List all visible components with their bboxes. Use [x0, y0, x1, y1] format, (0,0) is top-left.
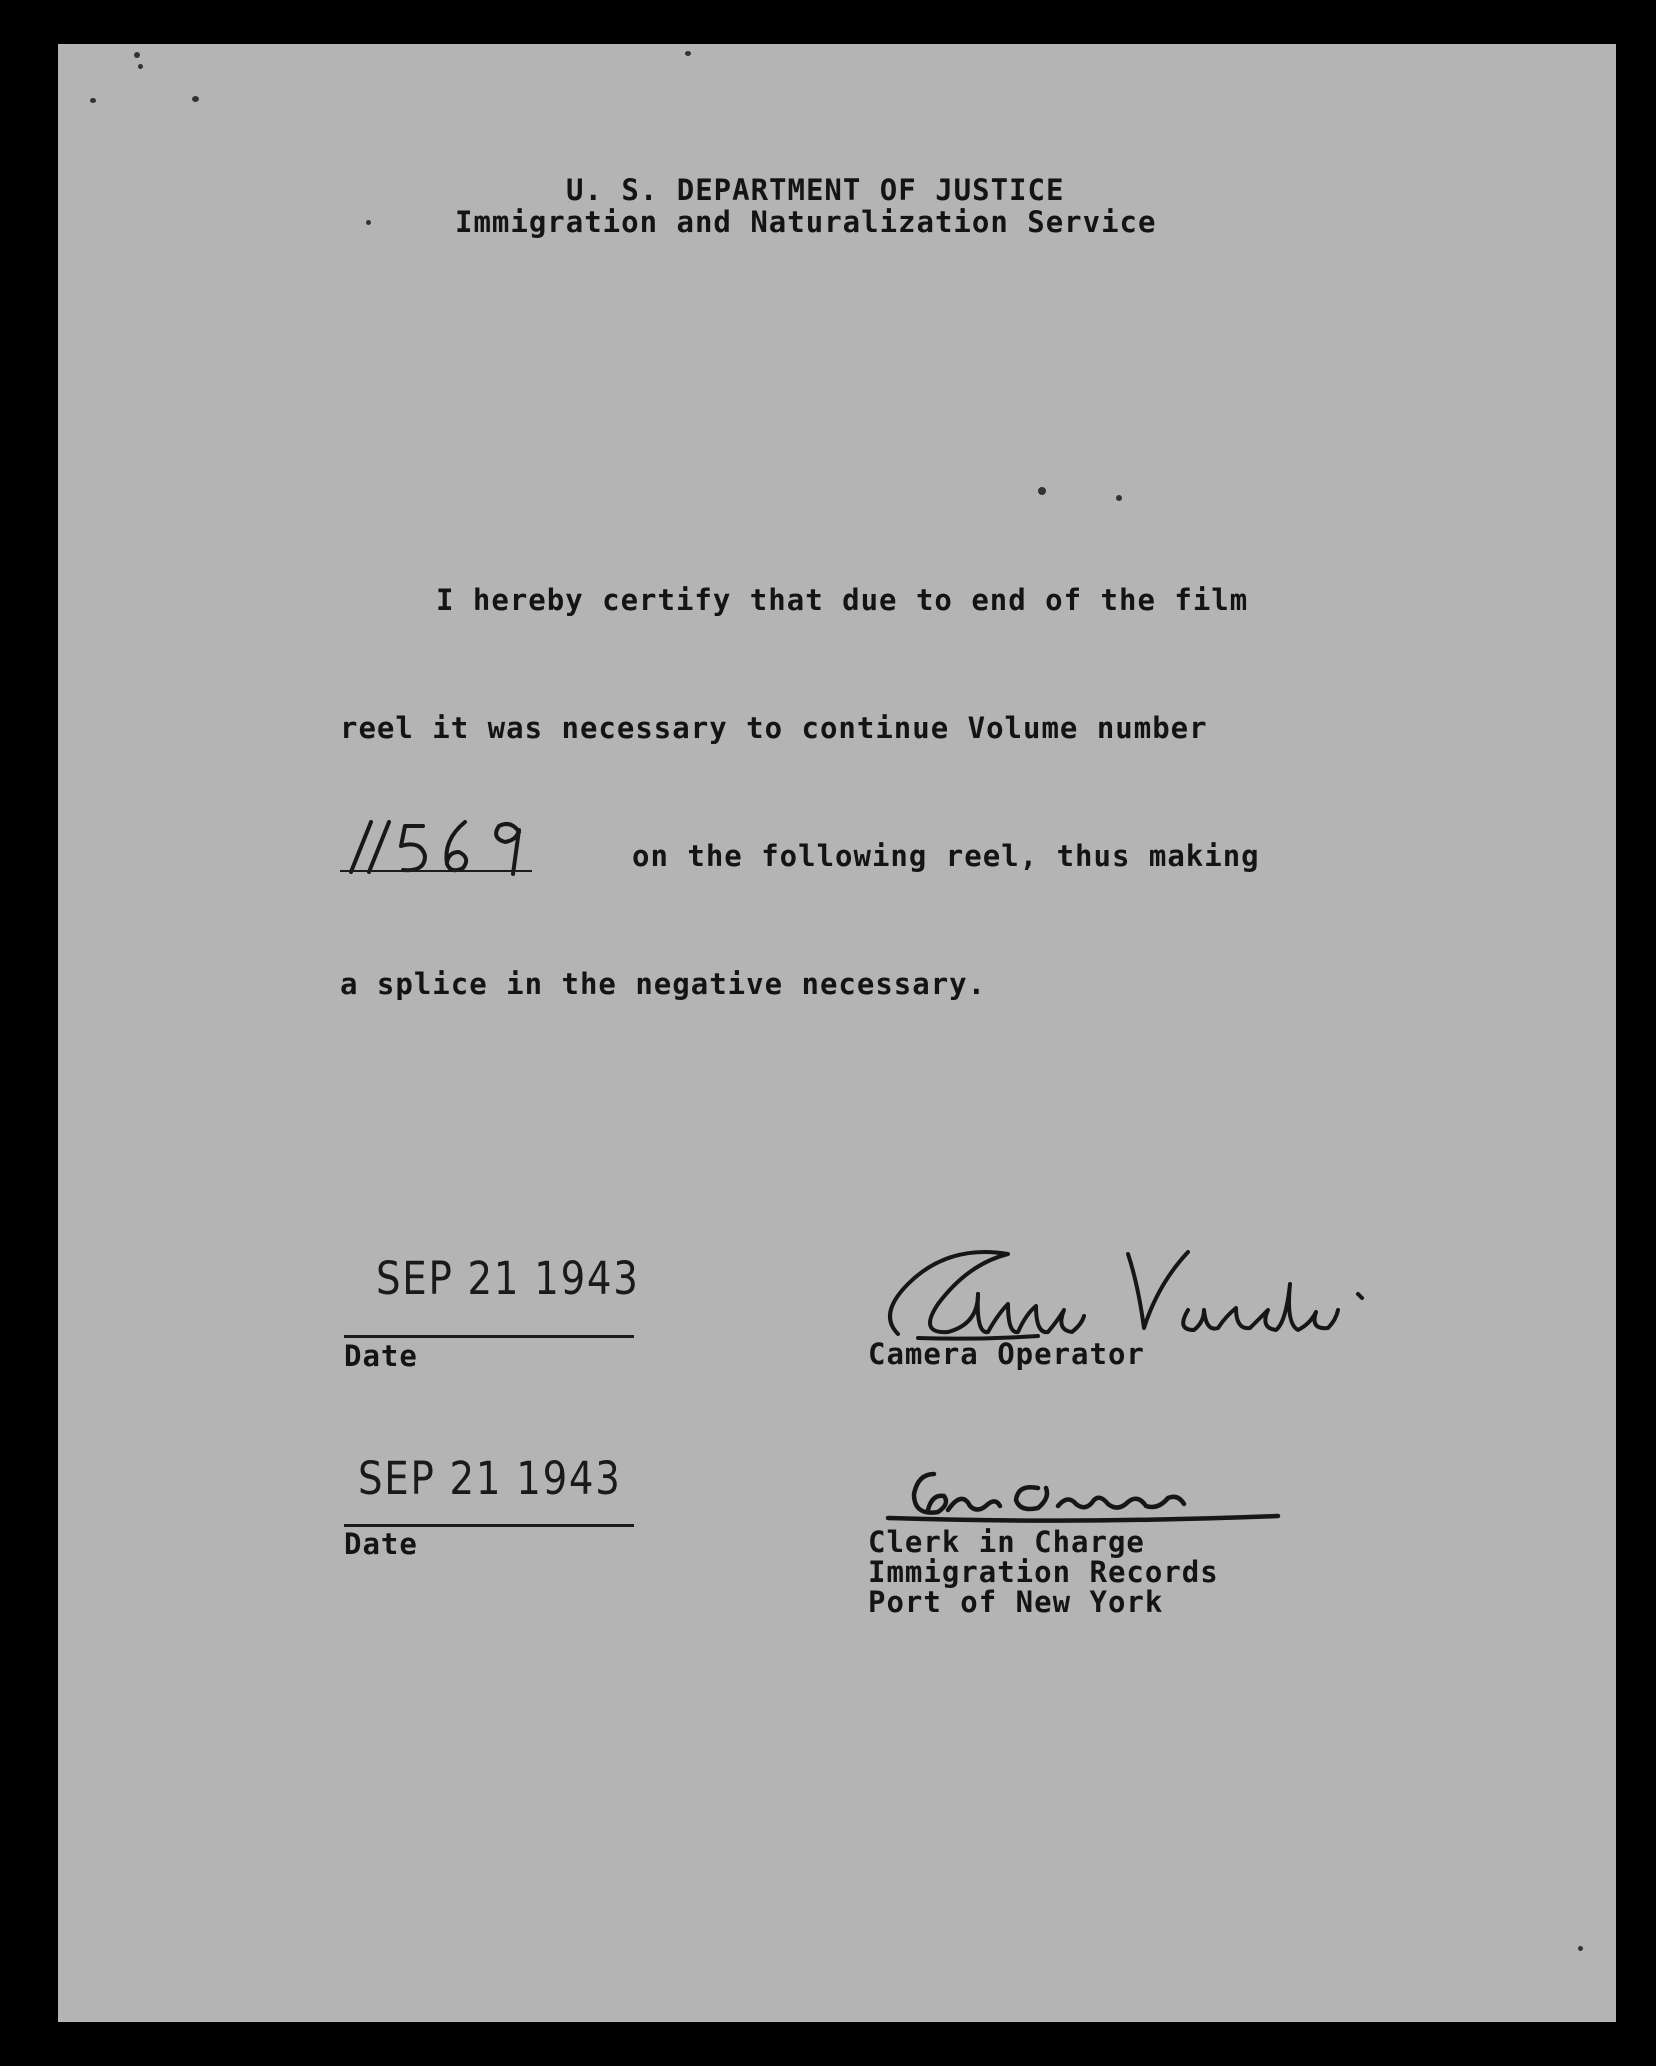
clerk-title-line-2: Immigration Records	[868, 1555, 1219, 1589]
date-line-1	[344, 1335, 634, 1338]
scan-speck	[134, 52, 140, 58]
certification-line-1: I hereby certify that due to end of the film	[436, 583, 1249, 617]
date-label-1: Date	[344, 1339, 418, 1373]
scan-speck	[1116, 495, 1122, 501]
certification-line-2: reel it was necessary to continue Volume number	[340, 711, 1208, 745]
camera-operator-signature	[858, 1224, 1418, 1354]
certification-line-3: on the following reel, thus making	[632, 839, 1260, 873]
date-stamp-2: SEP 21 1943	[358, 1452, 622, 1505]
date-stamp-1: SEP 21 1943	[376, 1252, 640, 1305]
scan-speck	[685, 51, 691, 56]
certification-line-4: a splice in the negative necessary.	[340, 967, 987, 1001]
volume-number-underline	[340, 870, 532, 872]
date-label-2: Date	[344, 1527, 418, 1561]
clerk-title-line-3: Port of New York	[868, 1585, 1164, 1619]
scan-speck	[90, 98, 96, 103]
volume-number-value	[340, 804, 341, 805]
service-heading: Immigration and Naturalization Service	[455, 205, 1157, 239]
camera-operator-signature-text	[918, 1294, 919, 1295]
scan-speck	[1038, 487, 1046, 495]
camera-operator-label: Camera Operator	[868, 1337, 1145, 1371]
department-heading: U. S. DEPARTMENT OF JUSTICE	[566, 173, 1065, 207]
document-page	[58, 44, 1616, 2022]
scan-speck	[366, 220, 371, 225]
clerk-signature	[878, 1454, 1298, 1534]
scan-speck	[192, 96, 199, 102]
scan-speck	[138, 64, 143, 69]
clerk-title-line-1: Clerk in Charge	[868, 1525, 1145, 1559]
clerk-signature-text	[958, 1494, 959, 1495]
scan-speck	[1578, 1946, 1583, 1951]
